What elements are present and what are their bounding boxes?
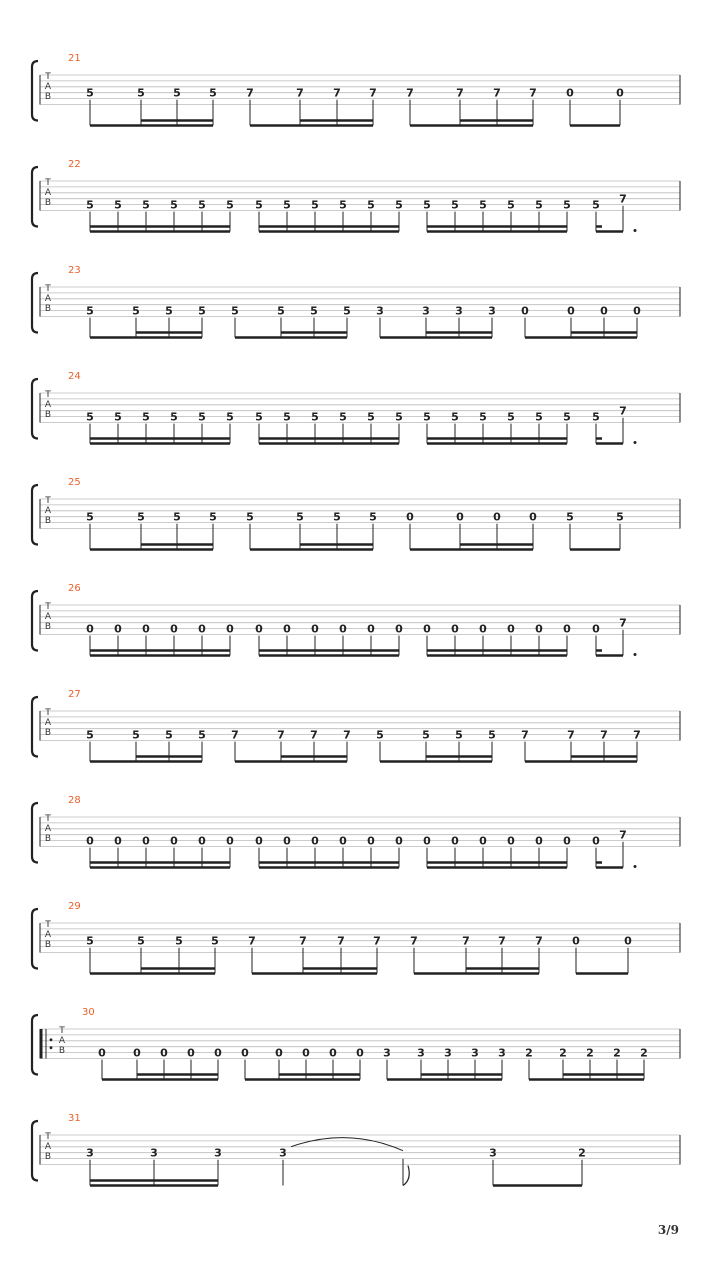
fret-number: 0 xyxy=(395,622,403,636)
system-24 xyxy=(32,371,680,444)
fret-number: 0 xyxy=(86,834,94,848)
measure-number: 27 xyxy=(68,689,81,700)
tab-clef-letter: B xyxy=(44,91,52,102)
fret-number: 7 xyxy=(296,86,304,100)
fret-number: 0 xyxy=(283,622,291,636)
system-bracket xyxy=(32,697,38,757)
tab-clef-letter: B xyxy=(44,1151,52,1162)
fret-number: 0 xyxy=(275,1046,283,1060)
fret-number: 2 xyxy=(586,1046,594,1060)
fret-number: 5 xyxy=(395,198,403,212)
fret-number: 5 xyxy=(246,510,254,524)
fret-number: 5 xyxy=(343,304,351,318)
fret-number: 7 xyxy=(619,616,627,630)
fret-number: 5 xyxy=(132,728,140,742)
fret-number: 5 xyxy=(198,410,206,424)
fret-number: 5 xyxy=(507,198,515,212)
tab-clef-letter: A xyxy=(44,929,52,940)
fret-number: 0 xyxy=(198,834,206,848)
fret-number: 0 xyxy=(529,510,537,524)
fret-number: 3 xyxy=(498,1046,506,1060)
beat-group xyxy=(376,305,496,338)
system-22 xyxy=(32,159,680,232)
fret-number: 5 xyxy=(310,304,318,318)
fret-number: 3 xyxy=(279,1146,287,1160)
fret-number: 0 xyxy=(451,622,459,636)
tab-clef-letter: B xyxy=(44,833,52,844)
fret-number: 0 xyxy=(521,304,529,318)
tab-clef-letter: T xyxy=(45,389,51,400)
fret-number: 0 xyxy=(142,834,150,848)
tab-clef-letter: A xyxy=(44,823,52,834)
tab-clef-letter: T xyxy=(45,283,51,294)
fret-number: 3 xyxy=(444,1046,452,1060)
tab-clef-letter: B xyxy=(44,727,52,738)
fret-number: 0 xyxy=(367,834,375,848)
system-bracket xyxy=(32,803,38,863)
fret-number: 7 xyxy=(343,728,351,742)
beat-group xyxy=(86,835,234,868)
fret-number: 0 xyxy=(356,1046,364,1060)
fret-number: 0 xyxy=(479,834,487,848)
system-30 xyxy=(32,1007,680,1080)
fret-number: 3 xyxy=(488,304,496,318)
tab-clef-letter: A xyxy=(44,187,52,198)
system-bracket xyxy=(32,1121,38,1181)
system-25 xyxy=(32,477,680,550)
fret-number: 7 xyxy=(299,934,307,948)
beat-group xyxy=(86,411,234,444)
beat-group xyxy=(86,623,234,656)
fret-number: 5 xyxy=(566,510,574,524)
fret-number: 5 xyxy=(86,198,94,212)
system-bracket xyxy=(32,1015,38,1075)
fret-number: 0 xyxy=(451,834,459,848)
fret-number: 7 xyxy=(248,934,256,948)
fret-number: 0 xyxy=(592,834,600,848)
fret-number: 0 xyxy=(535,834,543,848)
fret-number: 5 xyxy=(86,510,94,524)
fret-number: 5 xyxy=(170,198,178,212)
duration-dot xyxy=(634,229,637,232)
tab-clef-letter: A xyxy=(44,293,52,304)
fret-number: 5 xyxy=(451,198,459,212)
fret-number: 5 xyxy=(479,410,487,424)
fret-number: 0 xyxy=(456,510,464,524)
fret-number: 7 xyxy=(462,934,470,948)
tab-clef-letter: T xyxy=(45,177,51,188)
fret-number: 2 xyxy=(578,1146,586,1160)
fret-number: 7 xyxy=(337,934,345,948)
beat-group xyxy=(231,305,351,338)
fret-number: 7 xyxy=(410,934,418,948)
fret-number: 0 xyxy=(160,1046,168,1060)
beat-group xyxy=(423,411,571,444)
fret-number: 5 xyxy=(86,304,94,318)
fret-number: 7 xyxy=(529,86,537,100)
fret-number: 5 xyxy=(255,410,263,424)
beat-group xyxy=(231,729,351,762)
fret-number: 0 xyxy=(479,622,487,636)
fret-number: 5 xyxy=(563,198,571,212)
fret-number: 5 xyxy=(535,198,543,212)
fret-number: 5 xyxy=(137,934,145,948)
fret-number: 5 xyxy=(173,510,181,524)
fret-number: 0 xyxy=(339,834,347,848)
beat-group xyxy=(255,623,403,656)
fret-number: 5 xyxy=(333,510,341,524)
fret-number: 5 xyxy=(592,410,600,424)
fret-number: 0 xyxy=(423,834,431,848)
fret-number: 0 xyxy=(226,622,234,636)
fret-number: 5 xyxy=(142,198,150,212)
system-27 xyxy=(32,689,680,762)
fret-number: 7 xyxy=(619,404,627,418)
measure-number: 25 xyxy=(68,477,81,488)
page-number: 3/9 xyxy=(657,1223,679,1237)
fret-number: 5 xyxy=(563,410,571,424)
fret-number: 2 xyxy=(613,1046,621,1060)
fret-number: 7 xyxy=(456,86,464,100)
measure-number: 23 xyxy=(68,265,81,276)
fret-number: 5 xyxy=(137,86,145,100)
fret-number: 3 xyxy=(489,1146,497,1160)
fret-number: 3 xyxy=(471,1046,479,1060)
fret-number: 0 xyxy=(255,834,263,848)
beat-group xyxy=(241,1047,364,1080)
fret-number: 5 xyxy=(86,728,94,742)
tab-clef-letter: T xyxy=(45,601,51,612)
system-29 xyxy=(32,901,680,974)
system-28 xyxy=(32,795,680,868)
fret-number: 7 xyxy=(619,828,627,842)
tab-clef-letter: A xyxy=(44,611,52,622)
fret-number: 7 xyxy=(246,86,254,100)
fret-number: 7 xyxy=(231,728,239,742)
repeat-dot xyxy=(50,1038,53,1041)
fret-number: 5 xyxy=(283,410,291,424)
fret-number: 3 xyxy=(376,304,384,318)
system-bracket xyxy=(32,379,38,439)
fret-number: 3 xyxy=(150,1146,158,1160)
systems-container xyxy=(32,53,680,1186)
tab-clef-letter: T xyxy=(45,813,51,824)
fret-number: 0 xyxy=(339,622,347,636)
fret-number: 0 xyxy=(170,622,178,636)
fret-number: 0 xyxy=(507,622,515,636)
fret-number: 5 xyxy=(86,410,94,424)
fret-number: 5 xyxy=(173,86,181,100)
tab-clef-letter: B xyxy=(44,409,52,420)
fret-number: 0 xyxy=(255,622,263,636)
fret-number: 5 xyxy=(142,410,150,424)
fret-number: 5 xyxy=(311,410,319,424)
fret-number: 5 xyxy=(455,728,463,742)
fret-number: 5 xyxy=(592,198,600,212)
measure-number: 31 xyxy=(68,1113,81,1124)
system-21 xyxy=(32,53,680,126)
fret-number: 5 xyxy=(137,510,145,524)
beat-group xyxy=(279,1138,409,1186)
fret-number: 0 xyxy=(535,622,543,636)
fret-number: 0 xyxy=(633,304,641,318)
fret-number: 7 xyxy=(373,934,381,948)
fret-number: 5 xyxy=(231,304,239,318)
fret-number: 0 xyxy=(98,1046,106,1060)
fret-number: 0 xyxy=(283,834,291,848)
system-bracket xyxy=(32,61,38,121)
tab-clef-letter: B xyxy=(44,303,52,314)
system-23 xyxy=(32,265,680,338)
measure-number: 29 xyxy=(68,901,81,912)
duration-dot xyxy=(634,441,637,444)
fret-number: 7 xyxy=(406,86,414,100)
system-bracket xyxy=(32,167,38,227)
fret-number: 0 xyxy=(311,622,319,636)
fret-number: 0 xyxy=(241,1046,249,1060)
fret-number: 5 xyxy=(198,304,206,318)
fret-number: 7 xyxy=(369,86,377,100)
fret-number: 0 xyxy=(86,622,94,636)
tab-clef-letter: A xyxy=(58,1035,66,1046)
note-flag xyxy=(403,1166,409,1186)
fret-number: 7 xyxy=(633,728,641,742)
beat-group xyxy=(376,729,496,762)
beat-group xyxy=(423,199,571,232)
tab-clef-letter: B xyxy=(58,1045,66,1056)
fret-number: 7 xyxy=(600,728,608,742)
fret-number: 3 xyxy=(417,1046,425,1060)
fret-number: 5 xyxy=(226,410,234,424)
fret-number: 0 xyxy=(114,834,122,848)
fret-number: 5 xyxy=(507,410,515,424)
beat-group xyxy=(255,199,403,232)
tab-clef-letter: B xyxy=(44,621,52,632)
system-26 xyxy=(32,583,680,656)
tab-clef-letter: B xyxy=(44,197,52,208)
fret-number: 2 xyxy=(525,1046,533,1060)
fret-number: 5 xyxy=(170,410,178,424)
fret-number: 5 xyxy=(209,510,217,524)
measure-number: 30 xyxy=(82,1007,95,1018)
fret-number: 5 xyxy=(198,198,206,212)
fret-number: 2 xyxy=(640,1046,648,1060)
fret-number: 0 xyxy=(198,622,206,636)
fret-number: 0 xyxy=(563,834,571,848)
fret-number: 0 xyxy=(133,1046,141,1060)
fret-number: 0 xyxy=(187,1046,195,1060)
beat-group xyxy=(521,729,641,762)
fret-number: 5 xyxy=(198,728,206,742)
fret-number: 5 xyxy=(376,728,384,742)
fret-number: 5 xyxy=(277,304,285,318)
fret-number: 3 xyxy=(86,1146,94,1160)
beat-group xyxy=(521,305,641,338)
system-bracket xyxy=(32,273,38,333)
beat-group xyxy=(98,1047,222,1080)
fret-number: 5 xyxy=(209,86,217,100)
tab-clef-letter: T xyxy=(45,495,51,506)
fret-number: 3 xyxy=(455,304,463,318)
fret-number: 7 xyxy=(333,86,341,100)
tie-arc xyxy=(291,1138,403,1151)
fret-number: 5 xyxy=(479,198,487,212)
beat-group xyxy=(525,1047,648,1080)
fret-number: 0 xyxy=(142,622,150,636)
fret-number: 0 xyxy=(600,304,608,318)
fret-number: 5 xyxy=(211,934,219,948)
fret-number: 5 xyxy=(339,410,347,424)
fret-number: 0 xyxy=(616,86,624,100)
tab-clef-letter: T xyxy=(45,71,51,82)
fret-number: 5 xyxy=(255,198,263,212)
fret-number: 7 xyxy=(535,934,543,948)
beat-group xyxy=(383,1047,506,1080)
repeat-dot xyxy=(50,1046,53,1049)
fret-number: 7 xyxy=(567,728,575,742)
fret-number: 0 xyxy=(226,834,234,848)
measure-number: 21 xyxy=(68,53,81,64)
tab-clef-letter: A xyxy=(44,81,52,92)
tab-clef-letter: A xyxy=(44,505,52,516)
fret-number: 0 xyxy=(566,86,574,100)
tab-clef-letter: A xyxy=(44,717,52,728)
fret-number: 7 xyxy=(493,86,501,100)
tab-clef-letter: B xyxy=(44,939,52,950)
fret-number: 5 xyxy=(367,410,375,424)
fret-number: 7 xyxy=(521,728,529,742)
measure-number: 22 xyxy=(68,159,81,170)
measure-number: 24 xyxy=(68,371,81,382)
duration-dot xyxy=(634,653,637,656)
fret-number: 5 xyxy=(423,410,431,424)
fret-number: 0 xyxy=(572,934,580,948)
fret-number: 0 xyxy=(406,510,414,524)
fret-number: 5 xyxy=(226,198,234,212)
fret-number: 5 xyxy=(339,198,347,212)
tab-clef-letter: T xyxy=(45,919,51,930)
fret-number: 5 xyxy=(311,198,319,212)
fret-number: 3 xyxy=(383,1046,391,1060)
fret-number: 7 xyxy=(277,728,285,742)
fret-number: 5 xyxy=(422,728,430,742)
tab-clef-letter: T xyxy=(45,707,51,718)
beat-group xyxy=(255,835,403,868)
fret-number: 0 xyxy=(624,934,632,948)
fret-number: 5 xyxy=(296,510,304,524)
fret-number: 0 xyxy=(395,834,403,848)
fret-number: 5 xyxy=(367,198,375,212)
system-bracket xyxy=(32,909,38,969)
fret-number: 5 xyxy=(86,934,94,948)
fret-number: 0 xyxy=(563,622,571,636)
fret-number: 0 xyxy=(329,1046,337,1060)
fret-number: 7 xyxy=(619,192,627,206)
fret-number: 0 xyxy=(311,834,319,848)
fret-number: 0 xyxy=(214,1046,222,1060)
fret-number: 0 xyxy=(567,304,575,318)
fret-number: 0 xyxy=(423,622,431,636)
tab-clef-letter: A xyxy=(44,399,52,410)
fret-number: 0 xyxy=(493,510,501,524)
beat-group xyxy=(86,199,234,232)
fret-number: 0 xyxy=(367,622,375,636)
fret-number: 3 xyxy=(214,1146,222,1160)
beat-group xyxy=(255,411,403,444)
beat-group xyxy=(423,835,571,868)
fret-number: 5 xyxy=(369,510,377,524)
tab-clef-letter: B xyxy=(44,515,52,526)
fret-number: 5 xyxy=(423,198,431,212)
fret-number: 7 xyxy=(498,934,506,948)
fret-number: 0 xyxy=(592,622,600,636)
fret-number: 5 xyxy=(175,934,183,948)
tab-clef-letter: T xyxy=(59,1025,65,1036)
fret-number: 0 xyxy=(170,834,178,848)
fret-number: 5 xyxy=(132,304,140,318)
fret-number: 5 xyxy=(616,510,624,524)
beat-group xyxy=(86,305,206,338)
tab-clef-letter: A xyxy=(44,1141,52,1152)
fret-number: 5 xyxy=(86,86,94,100)
fret-number: 5 xyxy=(114,198,122,212)
fret-number: 0 xyxy=(114,622,122,636)
fret-number: 5 xyxy=(451,410,459,424)
fret-number: 0 xyxy=(302,1046,310,1060)
fret-number: 5 xyxy=(395,410,403,424)
system-bracket xyxy=(32,591,38,651)
fret-number: 5 xyxy=(283,198,291,212)
system-31 xyxy=(32,1113,680,1186)
tab-clef-letter: T xyxy=(45,1131,51,1142)
system-bracket xyxy=(32,485,38,545)
fret-number: 2 xyxy=(559,1046,567,1060)
fret-number: 7 xyxy=(310,728,318,742)
fret-number: 5 xyxy=(114,410,122,424)
beat-group xyxy=(86,729,206,762)
fret-number: 5 xyxy=(488,728,496,742)
measure-number: 28 xyxy=(68,795,81,806)
fret-number: 3 xyxy=(422,304,430,318)
fret-number: 0 xyxy=(507,834,515,848)
fret-number: 5 xyxy=(165,304,173,318)
duration-dot xyxy=(634,865,637,868)
measure-number: 26 xyxy=(68,583,81,594)
fret-number: 5 xyxy=(535,410,543,424)
fret-number: 5 xyxy=(165,728,173,742)
beat-group xyxy=(423,623,571,656)
